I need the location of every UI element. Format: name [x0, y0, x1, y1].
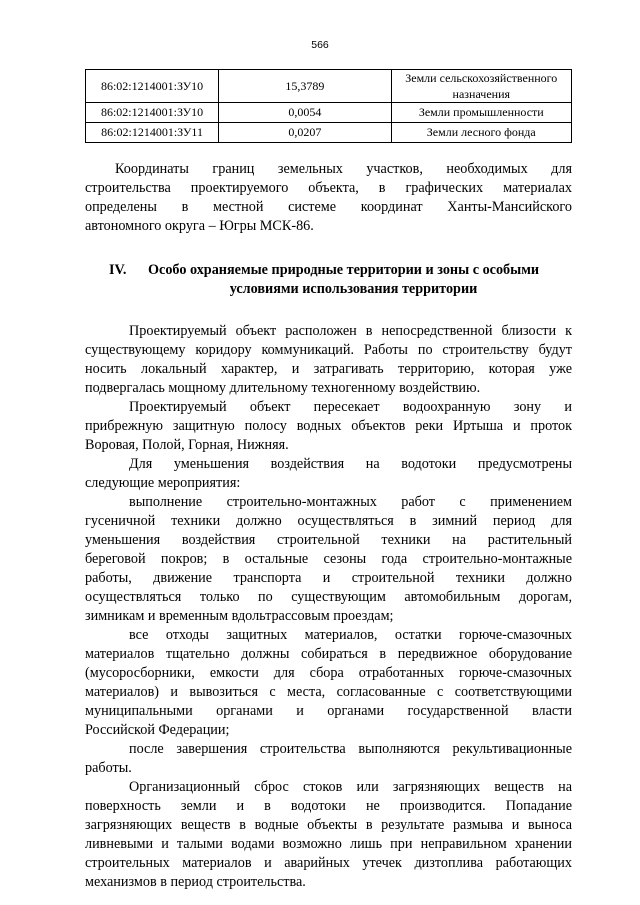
cadastral-number-cell: 86:02:1214001:ЗУ10: [86, 70, 219, 103]
text-line: автономного округа – Югры МСК-86.: [85, 218, 314, 234]
land-plots-table: [85, 69, 572, 143]
text-line: Проектируемый объект расположен в непосредственной близости к: [129, 323, 572, 339]
page-number: 566: [311, 39, 329, 51]
table-row: [86, 103, 572, 123]
text-line: существующему коридору коммуникаций. Работы по строительству будут: [85, 342, 572, 358]
text-line: после завершения строительства выполняются рекультивационные: [129, 741, 572, 757]
coordinates-paragraph: [85, 160, 572, 236]
text-line: ливневыми и талыми водами возможно лишь при неправильном хранении: [85, 836, 572, 852]
cadastral-number-cell: 86:02:1214001:ЗУ11: [86, 123, 219, 143]
land-category-line: назначения: [452, 87, 511, 101]
text-line: прибрежную защитную полосу водных объектов реки Иртыша и проток: [85, 418, 572, 434]
list-item: [85, 626, 572, 740]
text-line: гусеничной техники должно осуществляться в зимний период для: [85, 513, 572, 529]
text-line: подвергалась мощному длительному техногенному воздействию.: [85, 380, 481, 396]
text-line: носить локальный характер, и затрагивать территорию, которая уже: [85, 361, 572, 377]
text-line: Координаты границ земельных участков, необходимых для: [115, 161, 572, 177]
text-line: береговой покров; в остальные сезоны года строительно-монтажные: [85, 551, 572, 567]
table-row: [86, 70, 572, 103]
list-item: [85, 740, 572, 778]
text-line: строительства проектируемого объекта, в графических материалах: [85, 180, 572, 196]
section-title: Особо охраняемые природные территории и зоны с особыми: [148, 262, 540, 278]
cadastral-number-cell: 86:02:1214001:ЗУ10: [86, 103, 219, 123]
text-line: Проектируемый объект пересекает водоохранную зону и: [129, 399, 572, 415]
body-paragraph: [85, 778, 572, 892]
text-line: все отходы защитных материалов, остатки горюче-смазочных: [129, 627, 572, 643]
section-title: условиями использования территории: [229, 281, 478, 297]
text-line: загрязняющих веществ в водные объекты в результате размыва и выноса: [85, 817, 572, 833]
body-paragraph: [85, 455, 572, 493]
area-cell: 0,0207: [219, 123, 391, 143]
list-item: [85, 493, 572, 626]
text-line: Организационный сброс стоков или загрязняющих веществ на: [129, 779, 572, 795]
text-line: строительных материалов и аварийных утечек дизтоплива работающих: [85, 855, 572, 871]
body-paragraph: [85, 322, 572, 398]
text-line: уменьшения воздействия строительной техники на растительный: [85, 532, 572, 548]
text-line: работы, движение транспорта и строительной техники должно: [85, 570, 572, 586]
area-cell: 15,3789: [219, 70, 391, 103]
land-category-line: Земли сельскохозяйственного: [405, 71, 558, 85]
text-line: Для уменьшения воздействия на водотоки предусмотрены: [129, 456, 572, 472]
land-category-cell: [391, 70, 571, 103]
text-line: определены в местной системе координат Ханты-Мансийского: [85, 199, 572, 215]
land-category-cell: Земли промышленности: [391, 103, 571, 123]
text-line: материалов тщательно должны собираться в передвижное оборудование: [85, 646, 572, 662]
text-line: (мусоросборники, емкости для сбора отработанных горюче-смазочных: [85, 665, 572, 681]
text-line: муниципальными органами и органами государственной власти: [85, 703, 572, 719]
text-line: Российской Федерации;: [85, 722, 230, 738]
text-line: Воровая, Полой, Горная, Нижняя.: [85, 437, 289, 453]
text-line: работы.: [85, 760, 132, 776]
area-cell: 0,0054: [219, 103, 391, 123]
body-paragraph: [85, 398, 572, 455]
text-line: поверхность земли и в водотоки не производится. Попадание: [85, 798, 572, 814]
land-category-cell: Земли лесного фонда: [391, 123, 571, 143]
section-number: IV.: [109, 262, 127, 278]
text-line: осуществляться только по существующим автомобильным дорогам,: [85, 589, 572, 605]
text-line: материалов) и вывозиться с места, согласованные с соответствующими: [85, 684, 572, 700]
table-row: [86, 123, 572, 143]
text-line: следующие мероприятия:: [85, 475, 241, 491]
text-line: выполнение строительно-монтажных работ с применением: [129, 494, 572, 510]
text-line: механизмов в период строительства.: [85, 874, 306, 890]
text-line: зимникам и временным вдольтрассовым проездам;: [85, 608, 394, 624]
